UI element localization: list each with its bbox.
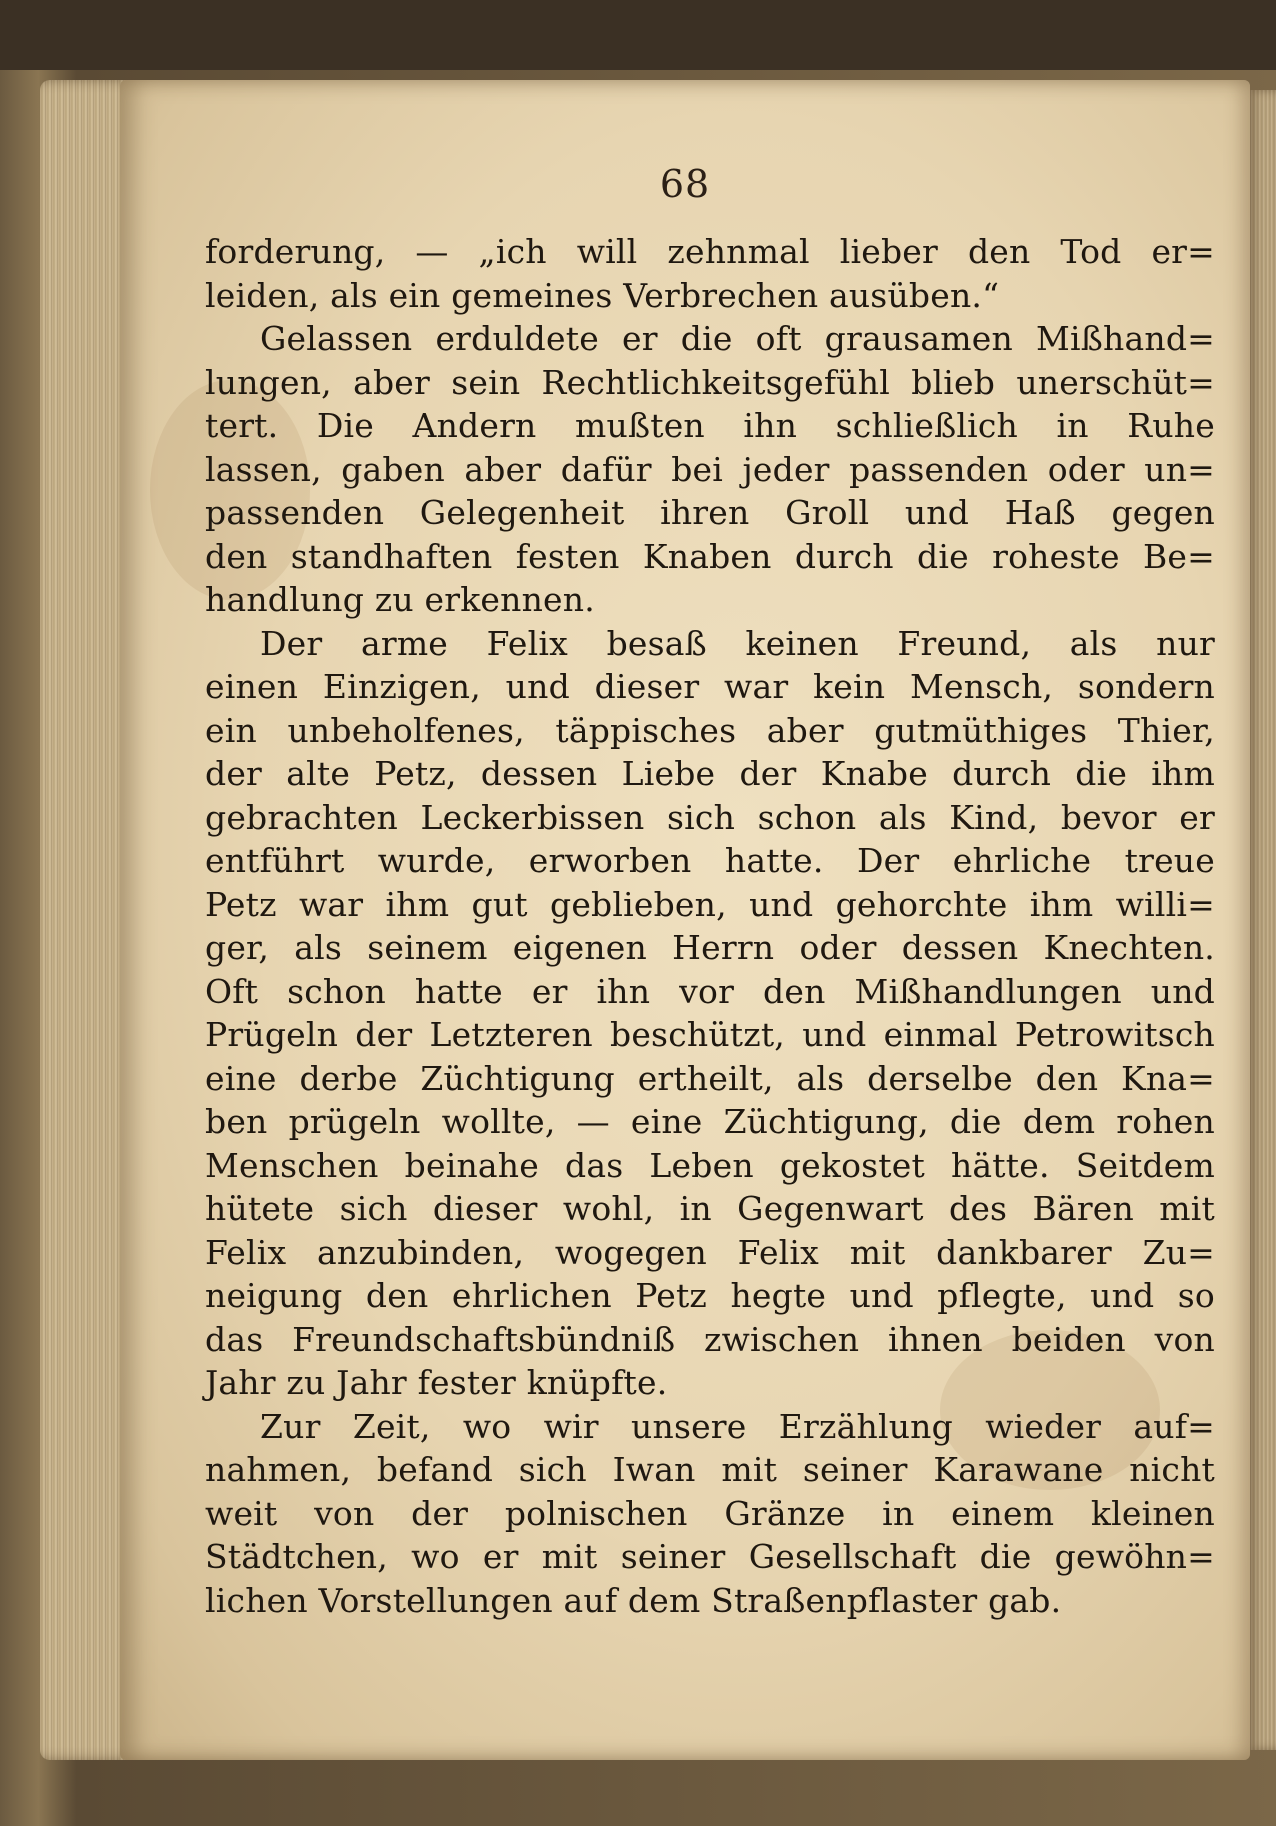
text-line: passenden Gelegenheit ihren Groll und Haß gegen bbox=[205, 493, 1215, 532]
text-line: Prügeln der Letzteren beschützt, und einmal Petrowitsch bbox=[205, 1015, 1215, 1054]
text-line: ein unbeholfenes, täppisches aber gutmüthiges Thier, bbox=[205, 710, 1215, 750]
text-line: lichen Vorstellungen auf dem Straßenpflaster gab. bbox=[205, 1580, 1062, 1620]
text-line: einen Einzigen, und dieser war kein Mensch, sondern bbox=[205, 667, 1215, 706]
text-line: der alte Petz, dessen Liebe der Knabe durch die ihm bbox=[205, 754, 1215, 793]
text-line: Oft schon hatte er ihn vor den Mißhandlungen und bbox=[205, 971, 1215, 1011]
text-line: ben prügeln wollte, — eine Züchtigung, die dem rohen bbox=[205, 1102, 1215, 1141]
text-line: Felix anzubinden, wogegen Felix mit dankbarer Zu= bbox=[205, 1232, 1215, 1272]
text-line: ger, als seinem eigenen Herrn oder dessen Knechten. bbox=[205, 928, 1215, 967]
text-line: entführt wurde, erworben hatte. Der ehrliche treue bbox=[205, 841, 1215, 880]
page-edges-right bbox=[1248, 90, 1276, 1750]
text-line: Jahr zu Jahr fester knüpfte. bbox=[205, 1363, 668, 1402]
book-page bbox=[120, 80, 1250, 1760]
text-line: Menschen beinahe das Leben gekostet hätte. Seitdem bbox=[205, 1145, 1215, 1185]
text-line: Gelassen erduldete er die oft grausamen Mißhand= bbox=[260, 319, 1215, 358]
text-line: Städtchen, wo er mit seiner Gesellschaft die gewöhn= bbox=[205, 1537, 1215, 1576]
text-line: nahmen, befand sich Iwan mit seiner Karawane nicht bbox=[205, 1450, 1215, 1489]
text-line: leiden, als ein gemeines Verbrechen ausüben.“ bbox=[205, 275, 1000, 315]
text-line: Petz war ihm gut geblieben, und gehorchte ihm willi= bbox=[205, 884, 1215, 924]
text-line: tert. Die Andern mußten ihn schließlich in Ruhe bbox=[205, 406, 1215, 445]
text-line: Zur Zeit, wo wir unsere Erzählung wieder auf= bbox=[260, 1406, 1215, 1446]
page-number: 68 bbox=[659, 162, 711, 206]
text-line: den standhaften festen Knaben durch die roheste Be= bbox=[205, 536, 1215, 576]
text-line: gebrachten Leckerbissen sich schon als Kind, bevor er bbox=[205, 797, 1215, 837]
text-line: lungen, aber sein Rechtlichkeitsgefühl blieb unerschüt= bbox=[205, 362, 1215, 402]
text-line: weit von der polnischen Gränze in einem kleinen bbox=[205, 1493, 1215, 1533]
body-text bbox=[205, 230, 1215, 1622]
text-line: handlung zu erkennen. bbox=[205, 580, 595, 619]
text-line: forderung, — „ich will zehnmal lieber den Tod er= bbox=[205, 232, 1215, 271]
text-line: das Freundschaftsbündniß zwischen ihnen beiden von bbox=[205, 1319, 1215, 1359]
text-line: neigung den ehrlichen Petz hegte und pflegte, und so bbox=[205, 1276, 1215, 1315]
text-line: lassen, gaben aber dafür bei jeder passenden oder un= bbox=[205, 449, 1215, 489]
text-line: eine derbe Züchtigung ertheilt, als derselbe den Kna= bbox=[205, 1058, 1215, 1098]
text-line: hütete sich dieser wohl, in Gegenwart des Bären mit bbox=[205, 1189, 1215, 1228]
text-line: Der arme Felix besaß keinen Freund, als nur bbox=[260, 623, 1215, 663]
